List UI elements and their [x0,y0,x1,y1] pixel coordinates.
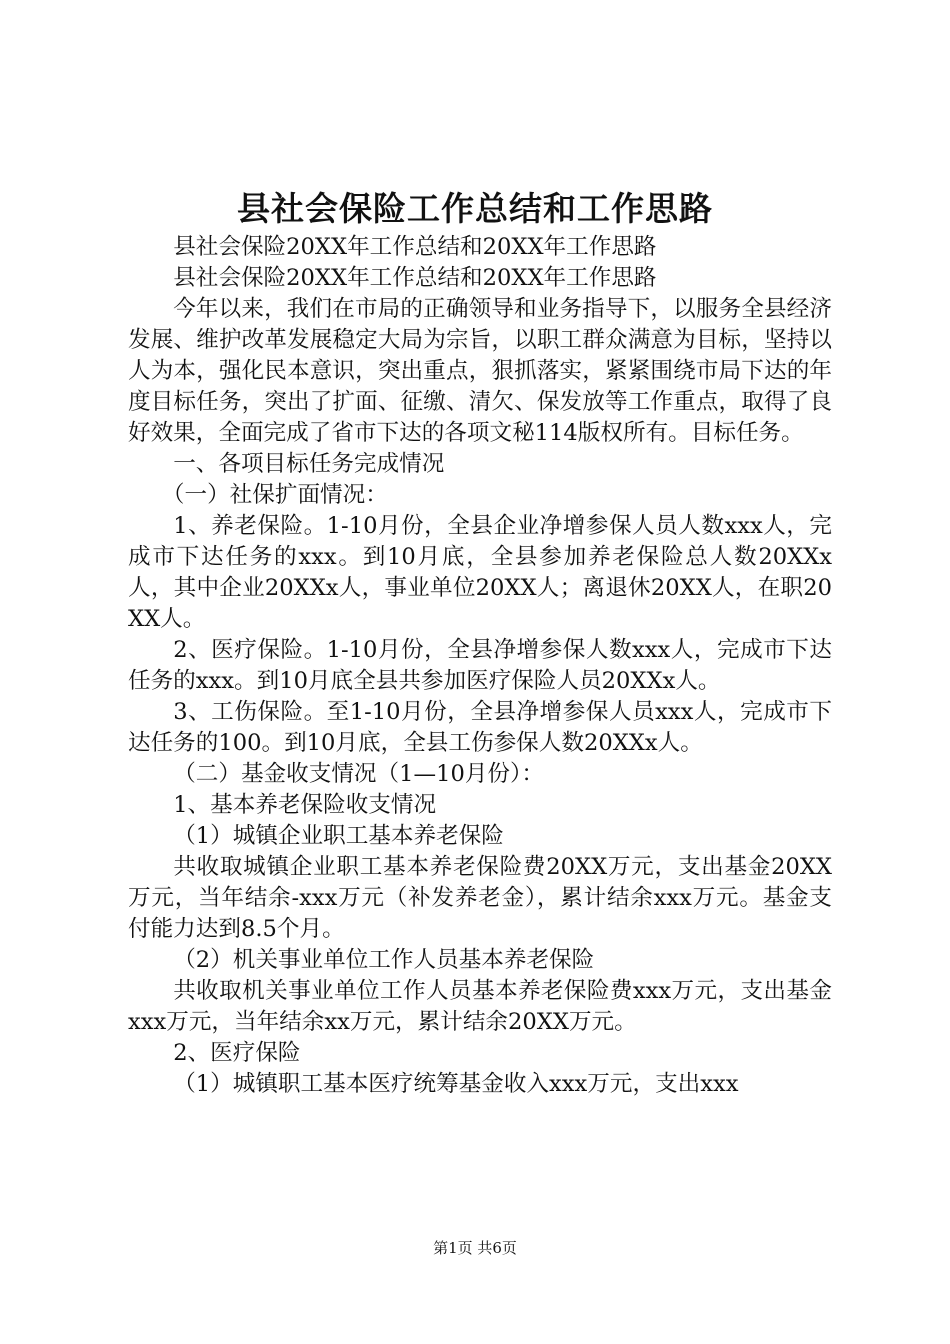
paragraph: 2、医疗保险。1-10月份，全县净增参保人数xxx人，完成市下达任务的xxx。到10月底全县共参加医疗保险人员20XXx人。 [128,637,832,694]
paragraph: 3、工伤保险。至1-10月份，全县净增参保人员xxx人，完成市下达任务的100。到10月底，全县工伤参保人数20XXx人。 [128,699,832,756]
item-heading: 1、基本养老保险收支情况 [173,792,437,818]
paragraph: 1、养老保险。1-10月份，全县企业净增参保人员人数xxx人，完成市下达任务的xxx。到10月底，全县参加养老保险总人数20XXx人，其中企业20XXx人，事业单位20XX人；离退休20XX人，在职20XX人。 [128,513,832,632]
document-body [128,232,832,1100]
item-heading: 2、医疗保险 [173,1040,301,1066]
subsection-heading: （一）社保扩面情况： [161,482,388,508]
page-footer: 第1页 共6页 [433,1239,517,1257]
subsection-heading: （二）基金收支情况（1—10月份）： [173,761,544,787]
item-heading: （1）城镇企业职工基本养老保险 [173,823,504,849]
item-heading: （2）机关事业单位工作人员基本养老保险 [173,947,595,973]
paragraph: （1）城镇职工基本医疗统筹基金收入xxx万元，支出xxx [173,1071,739,1097]
paragraph: 今年以来，我们在市局的正确领导和业务指导下，以服务全县经济发展、维护改革发展稳定大局为宗旨，以职工群众满意为目标，坚持以人为本，强化民本意识，突出重点，狠抓落实，紧紧围绕市局下达的年度目标任务，突出了扩面、征缴、清欠、保发放等工作重点，取得了良好效果，全面完成了省市下达的各项文秘114版权所有。目标任务。 [128,296,832,446]
paragraph: 共收取机关事业单位工作人员基本养老保险费xxx万元，支出基金xxx万元，当年结余xx万元，累计结余20XX万元。 [128,978,832,1035]
document-title: 县社会保险工作总结和工作思路 [237,189,713,228]
paragraph: 县社会保险20XX年工作总结和20XX年工作思路 [173,265,657,291]
paragraph: 共收取城镇企业职工基本养老保险费20XX万元，支出基金20XX万元，当年结余-xxx万元（补发养老金），累计结余xxx万元。基金支付能力达到8.5个月。 [128,854,832,942]
paragraph: 县社会保险20XX年工作总结和20XX年工作思路 [173,234,657,260]
section-heading: 一、各项目标任务完成情况 [173,451,445,477]
